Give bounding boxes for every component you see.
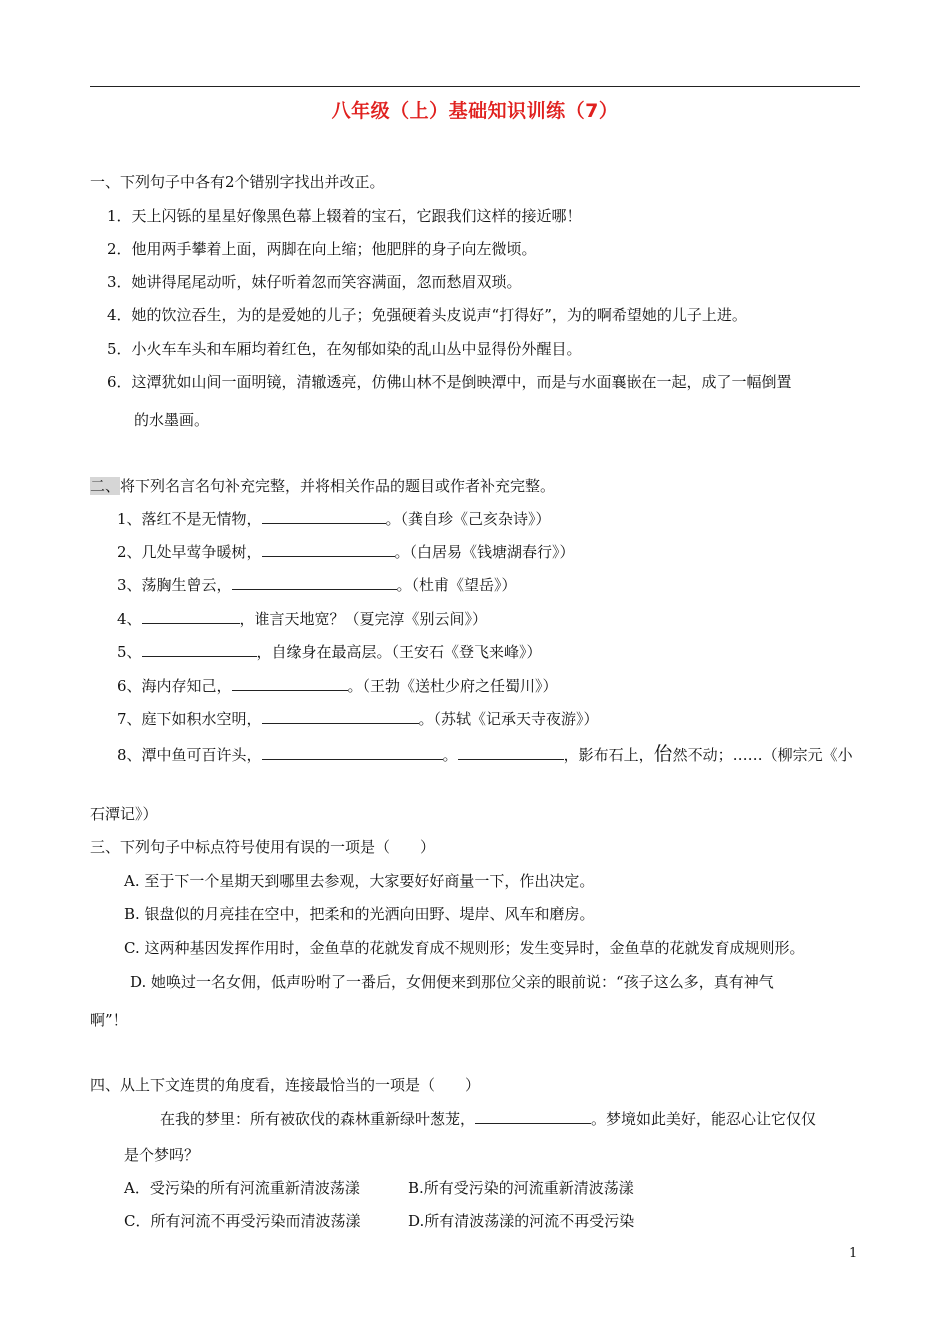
s4-option-d: D.所有清波荡漾的河流不再受污染 bbox=[408, 1212, 635, 1230]
q1-source: 。（龚自珍《己亥杂诗》） bbox=[385, 510, 551, 528]
answer-blank[interactable] bbox=[262, 709, 419, 724]
s1-item-3: 3．她讲得尾尾动听，妹仔听着忽而笑容满面，忽而愁眉双琐。 bbox=[107, 273, 522, 291]
s2-q5 bbox=[117, 642, 542, 662]
s4-paragraph-start: 在我的梦里：所有被砍伐的森林重新绿叶葱茏， bbox=[160, 1110, 476, 1128]
answer-blank[interactable] bbox=[262, 745, 443, 760]
section-2-text: 将下列名言名句补充完整，并将相关作品的题目或作者补充完整。 bbox=[120, 477, 556, 495]
q6-source: 。（王勃《送杜少府之任蜀川》） bbox=[347, 677, 558, 695]
answer-blank[interactable] bbox=[262, 509, 386, 524]
s3-option-a: A. 至于下一个星期天到哪里去参观，大家要好好商量一下，作出决定。 bbox=[124, 872, 595, 890]
section-4-heading: 四、从上下文连贯的角度看，连接最恰当的一项是（ ） bbox=[90, 1076, 481, 1094]
s4-option-c: C．所有河流不再受污染而清波荡漾 bbox=[124, 1212, 361, 1230]
q6-prefix: 6、海内存知己， bbox=[117, 677, 232, 695]
s1-item-4: 4．她的饮泣吞生，为的是爱她的儿子；免强硬着头皮说声“打得好”，为的啊希望她的儿子上进。 bbox=[107, 306, 747, 324]
answer-blank[interactable] bbox=[142, 642, 257, 657]
s1-item-2: 2．他用两手攀着上面，两脚在向上缩；他肥胖的身子向左微顷。 bbox=[107, 240, 537, 258]
q4-prefix: 4、 bbox=[117, 610, 142, 628]
s2-q8 bbox=[117, 744, 853, 765]
q7-prefix: 7、庭下如积水空明， bbox=[117, 710, 262, 728]
q3-source: 。（杜甫《望岳》） bbox=[396, 576, 517, 594]
section-1-heading: 一、下列句子中各有2个错别字找出并改正。 bbox=[90, 173, 385, 191]
page-title: 八年级（上）基础知识训练（7） bbox=[331, 100, 619, 122]
s1-item-6: 6．这潭犹如山间一面明镜，清辙透亮，仿佛山林不是倒映潭中，而是与水面襄嵌在一起，成了一幅倒置 bbox=[107, 373, 792, 391]
q8-source: 然不动；……（柳宗元《小 bbox=[672, 746, 853, 764]
answer-blank[interactable] bbox=[475, 1109, 591, 1124]
s2-q8-cont: 石潭记》） bbox=[90, 805, 158, 823]
s2-q6 bbox=[117, 676, 558, 696]
q7-source: 。（苏轼《记承天寺夜游》） bbox=[418, 710, 599, 728]
q8-period: 。 bbox=[442, 746, 458, 764]
s3-option-c: C. 这两种基因发挥作用时，金鱼草的花就发育成不规则形；发生变异时，金鱼草的花就发育成规则形。 bbox=[124, 939, 805, 957]
header-rule bbox=[90, 86, 860, 87]
q8-large-char: 佁 bbox=[653, 743, 673, 765]
section-2-number: 二、 bbox=[90, 477, 121, 495]
s2-q1 bbox=[117, 509, 551, 529]
q8-text: ，影布石上， bbox=[563, 746, 654, 764]
s3-option-d-cont: 啊”！ bbox=[90, 1011, 128, 1029]
s3-option-b: B. 银盘似的月亮挂在空中，把柔和的光洒向田野、堤岸、风车和磨房。 bbox=[124, 905, 595, 923]
s4-paragraph bbox=[160, 1109, 816, 1129]
s4-paragraph-end: 。梦境如此美好，能忍心让它仅仅 bbox=[591, 1110, 817, 1128]
answer-blank[interactable] bbox=[142, 609, 240, 624]
s2-q3 bbox=[117, 575, 517, 595]
answer-blank[interactable] bbox=[458, 745, 564, 760]
q2-source: 。（白居易《钱塘湖春行》） bbox=[394, 543, 575, 561]
q1-prefix: 1、落红不是无情物， bbox=[117, 510, 262, 528]
q4-source: ，谁言天地宽？（夏完淳《别云间》） bbox=[239, 610, 488, 628]
s1-item-1: 1．天上闪铄的星星好像黑色幕上辍着的宝石，它跟我们这样的接近哪！ bbox=[107, 207, 582, 225]
s4-option-a: A．受污染的所有河流重新清波荡漾 bbox=[124, 1179, 360, 1197]
answer-blank[interactable] bbox=[262, 542, 395, 557]
q5-source: ，自缘身在最高层。（王安石《登飞来峰》） bbox=[256, 643, 542, 661]
answer-blank[interactable] bbox=[232, 575, 397, 590]
section-2-heading bbox=[90, 476, 555, 496]
page-number: 1 bbox=[849, 1246, 858, 1261]
q8-prefix: 8、潭中鱼可百许头， bbox=[117, 746, 262, 764]
q3-prefix: 3、荡胸生曾云， bbox=[117, 576, 232, 594]
s3-option-d: D. 她唤过一名女佣，低声吩咐了一番后，女佣便来到那位父亲的眼前说：“孩子这么多，真有神气 bbox=[130, 973, 774, 991]
s1-item-5: 5．小火车车头和车厢均着红色，在匆郁如染的乱山丛中显得份外醒目。 bbox=[107, 340, 582, 358]
s4-option-b: B.所有受污染的河流重新清波荡漾 bbox=[408, 1179, 634, 1197]
s2-q2 bbox=[117, 542, 575, 562]
answer-blank[interactable] bbox=[232, 676, 348, 691]
s1-item-6-cont: 的水墨画。 bbox=[134, 411, 210, 429]
q2-prefix: 2、几处早莺争暖树， bbox=[117, 543, 262, 561]
s4-paragraph-cont: 是个梦吗？ bbox=[124, 1146, 200, 1164]
s2-q4 bbox=[117, 609, 487, 629]
s2-q7 bbox=[117, 709, 599, 729]
section-3-heading: 三、下列句子中标点符号使用有误的一项是（ ） bbox=[90, 838, 436, 856]
q5-prefix: 5、 bbox=[117, 643, 142, 661]
